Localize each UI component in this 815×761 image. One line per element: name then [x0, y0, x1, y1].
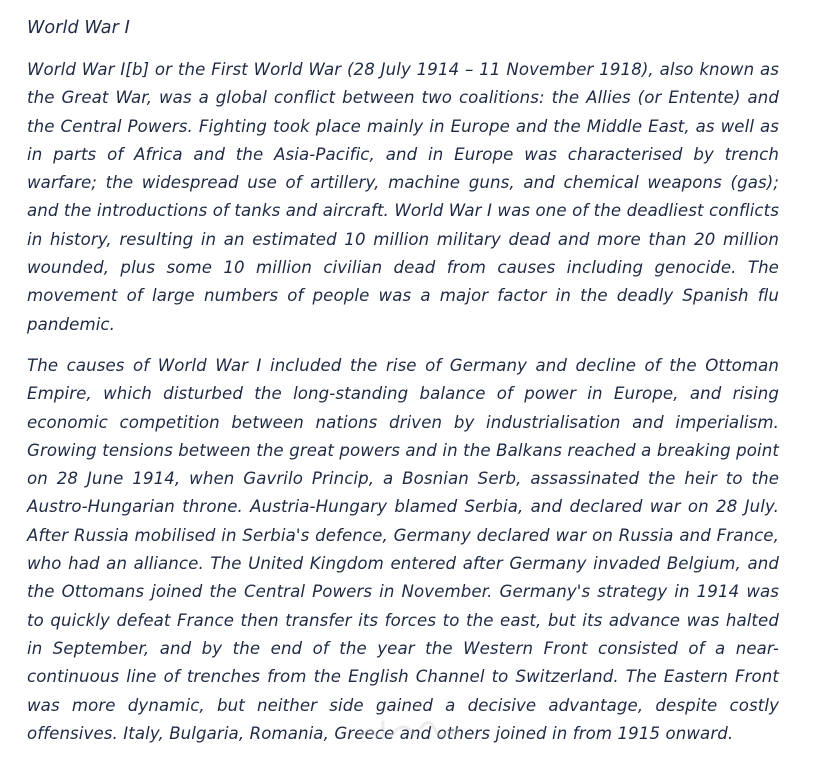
paragraph-1: World War I[b] or the First World War (28 July 1914 – 11 November 1918), also known as the Great War, was a global conflict between two coalitions: the Allies (or Entente) and the Central Powers. Fighting took place mainly in Europe and the Middle East, as well as in parts of Africa and the Asia-Pacific, and in Europe was characterised by trench warfare; the widespread use of artillery, machine guns, and chemical weapons (gas); and the introductions of tanks and aircraft. World War I was one of the deadliest conflicts in history, resulting in an estimated 10 million military dead and more than 20 million wounded, plus some 10 million civilian dead from causes including genocide. The movement of large numbers of people was a major factor in the deadly Spanish flu pandemic.	[27, 60, 779, 334]
article-title: World War I	[27, 18, 130, 38]
watermark-logo-icon	[355, 712, 465, 746]
paragraph-2: The causes of World War I included the rise of Germany and decline of the Ottoman Empire, which disturbed the long-standing balance of power in Europe, and rising economic competition between nations driven by industrialisation and imperialism. Growing tensions between the great powers and in the Balkans reached a breaking point on 28 June 1914, when Gavrilo Princip, a Bosnian Serb, assassinated the heir to the Austro-Hungarian throne. Austria-Hungary blamed Serbia, and declared war on 28 July. After Russia mobilised in Serbia's defence, Germany declared war on Russia and France, who had an alliance. The United Kingdom entered after Germany invaded Belgium, and the Ottomans joined the Central Powers in November. Germany's strategy in 1914 was to quickly defeat France then transfer its forces to the east, but its advance was halted in September, and by the end of the year the Western Front consisted of a near-continuous line of trenches from the English Channel to Switzerland. The Eastern Front was more dynamic, but neither side gained a decisive advantage, despite costly offensives. Italy, Bulgaria, Romania, Greece and others joined in from 1915 onward.	[27, 355, 779, 743]
document-body	[27, 14, 779, 761]
